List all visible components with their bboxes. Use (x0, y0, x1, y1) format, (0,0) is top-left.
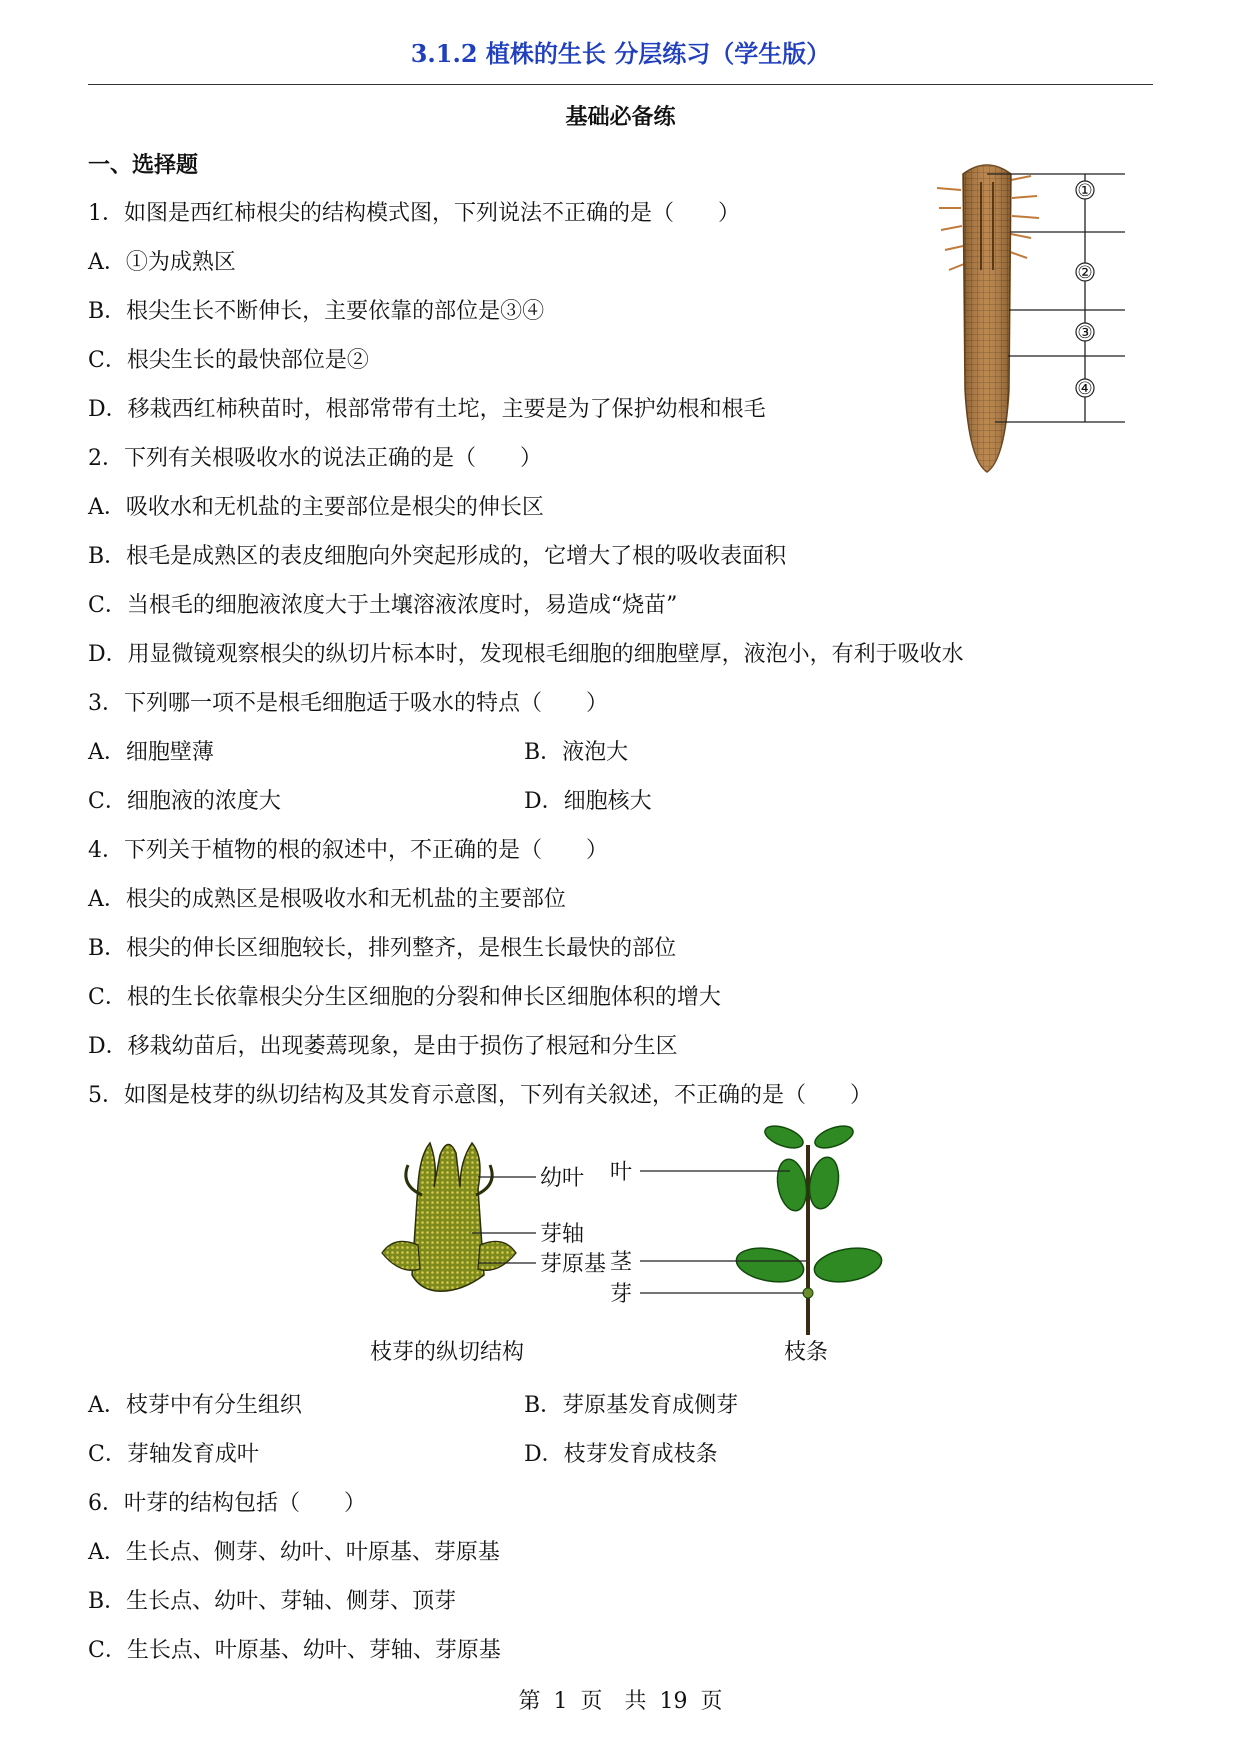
root-tip-figure (935, 160, 1145, 480)
q4-option-a: A．根尖的成熟区是根吸收水和无机盐的主要部位 (88, 887, 566, 912)
part-heading: 一、选择题 (88, 152, 199, 178)
branch-drawing (734, 1125, 885, 1335)
root-label-1: ① (1077, 181, 1093, 201)
section-title: 基础必备练 (565, 104, 676, 130)
branch-label-leaf: 叶 (610, 1160, 633, 1185)
q1-option-a: A．①为成熟区 (88, 250, 236, 275)
q5-option-c: C．芽轴发育成叶 (88, 1442, 259, 1467)
bud-label-bud-primordium: 芽原基 (540, 1252, 607, 1277)
q4-option-c: C．根的生长依靠根尖分生区细胞的分裂和伸长区细胞体积的增大 (88, 985, 721, 1010)
footer-suffix: 页 (700, 1689, 723, 1714)
footer-page-number: 1 (553, 1689, 568, 1714)
q1-stem: 1．如图是西红柿根尖的结构模式图，下列说法不正确的是（ ） (88, 201, 740, 226)
q2-option-d: D．用显微镜观察根尖的纵切片标本时，发现根毛细胞的细胞壁厚，液泡小，有利于吸收水 (88, 642, 964, 667)
q3-option-c: C．细胞液的浓度大 (88, 789, 281, 814)
q3-option-b: B．液泡大 (524, 740, 629, 765)
bud-branch-figure (360, 1125, 900, 1375)
q6-stem: 6．叶芽的结构包括（ ） (88, 1491, 366, 1516)
branch-caption: 枝条 (784, 1340, 829, 1365)
root-label-3: ③ (1077, 323, 1093, 343)
bud-label-bud-axis: 芽轴 (540, 1222, 585, 1247)
root-label-4: ④ (1077, 379, 1093, 399)
q6-option-b: B．生长点、幼叶、芽轴、侧芽、顶芽 (88, 1589, 457, 1614)
q1-option-c: C．根尖生长的最快部位是② (88, 348, 369, 373)
document-title: 3.1.2 植株的生长 分层练习（学生版） (410, 39, 831, 68)
footer-total-pages: 19 (659, 1689, 688, 1714)
bud-label-young-leaf: 幼叶 (540, 1166, 585, 1191)
footer-prefix: 第 (518, 1689, 541, 1714)
q1-option-d: D．移栽西红柿秧苗时，根部常带有土坨，主要是为了保护幼根和根毛 (88, 397, 766, 422)
bud-caption: 枝芽的纵切结构 (370, 1340, 525, 1365)
q3-option-a: A．细胞壁薄 (88, 740, 214, 765)
q2-option-a: A．吸收水和无机盐的主要部位是根尖的伸长区 (88, 495, 544, 520)
q5-option-a: A．枝芽中有分生组织 (88, 1393, 302, 1418)
q2-option-b: B．根毛是成熟区的表皮细胞向外突起形成的，它增大了根的吸收表面积 (88, 544, 787, 569)
branch-label-stem: 茎 (610, 1250, 633, 1275)
q6-option-c: C．生长点、叶原基、幼叶、芽轴、芽原基 (88, 1638, 501, 1663)
footer-mid: 页 共 (580, 1689, 647, 1714)
q3-option-d: D．细胞核大 (524, 789, 652, 814)
q6-option-a: A．生长点、侧芽、幼叶、叶原基、芽原基 (88, 1540, 500, 1565)
q5-option-d: D．枝芽发育成枝条 (524, 1442, 718, 1467)
q4-stem: 4．下列关于植物的根的叙述中，不正确的是（ ） (88, 838, 608, 863)
header-rule (88, 84, 1153, 85)
bud-section-drawing (382, 1143, 516, 1291)
q5-option-b: B．芽原基发育成侧芽 (524, 1393, 739, 1418)
q2-option-c: C．当根毛的细胞液浓度大于土壤溶液浓度时，易造成“烧苗” (88, 593, 678, 618)
q3-stem: 3．下列哪一项不是根毛细胞适于吸水的特点（ ） (88, 691, 608, 716)
q4-option-b: B．根尖的伸长区细胞较长，排列整齐，是根生长最快的部位 (88, 936, 677, 961)
root-label-2: ② (1077, 263, 1093, 283)
q2-stem: 2．下列有关根吸收水的说法正确的是（ ） (88, 446, 542, 471)
page-footer (0, 1684, 1241, 1715)
q5-stem: 5．如图是枝芽的纵切结构及其发育示意图，下列有关叙述，不正确的是（ ） (88, 1083, 872, 1108)
branch-label-bud: 芽 (610, 1282, 633, 1307)
q4-option-d: D．移栽幼苗后，出现萎蔫现象，是由于损伤了根冠和分生区 (88, 1034, 678, 1059)
q1-option-b: B．根尖生长不断伸长，主要依靠的部位是③④ (88, 299, 545, 324)
